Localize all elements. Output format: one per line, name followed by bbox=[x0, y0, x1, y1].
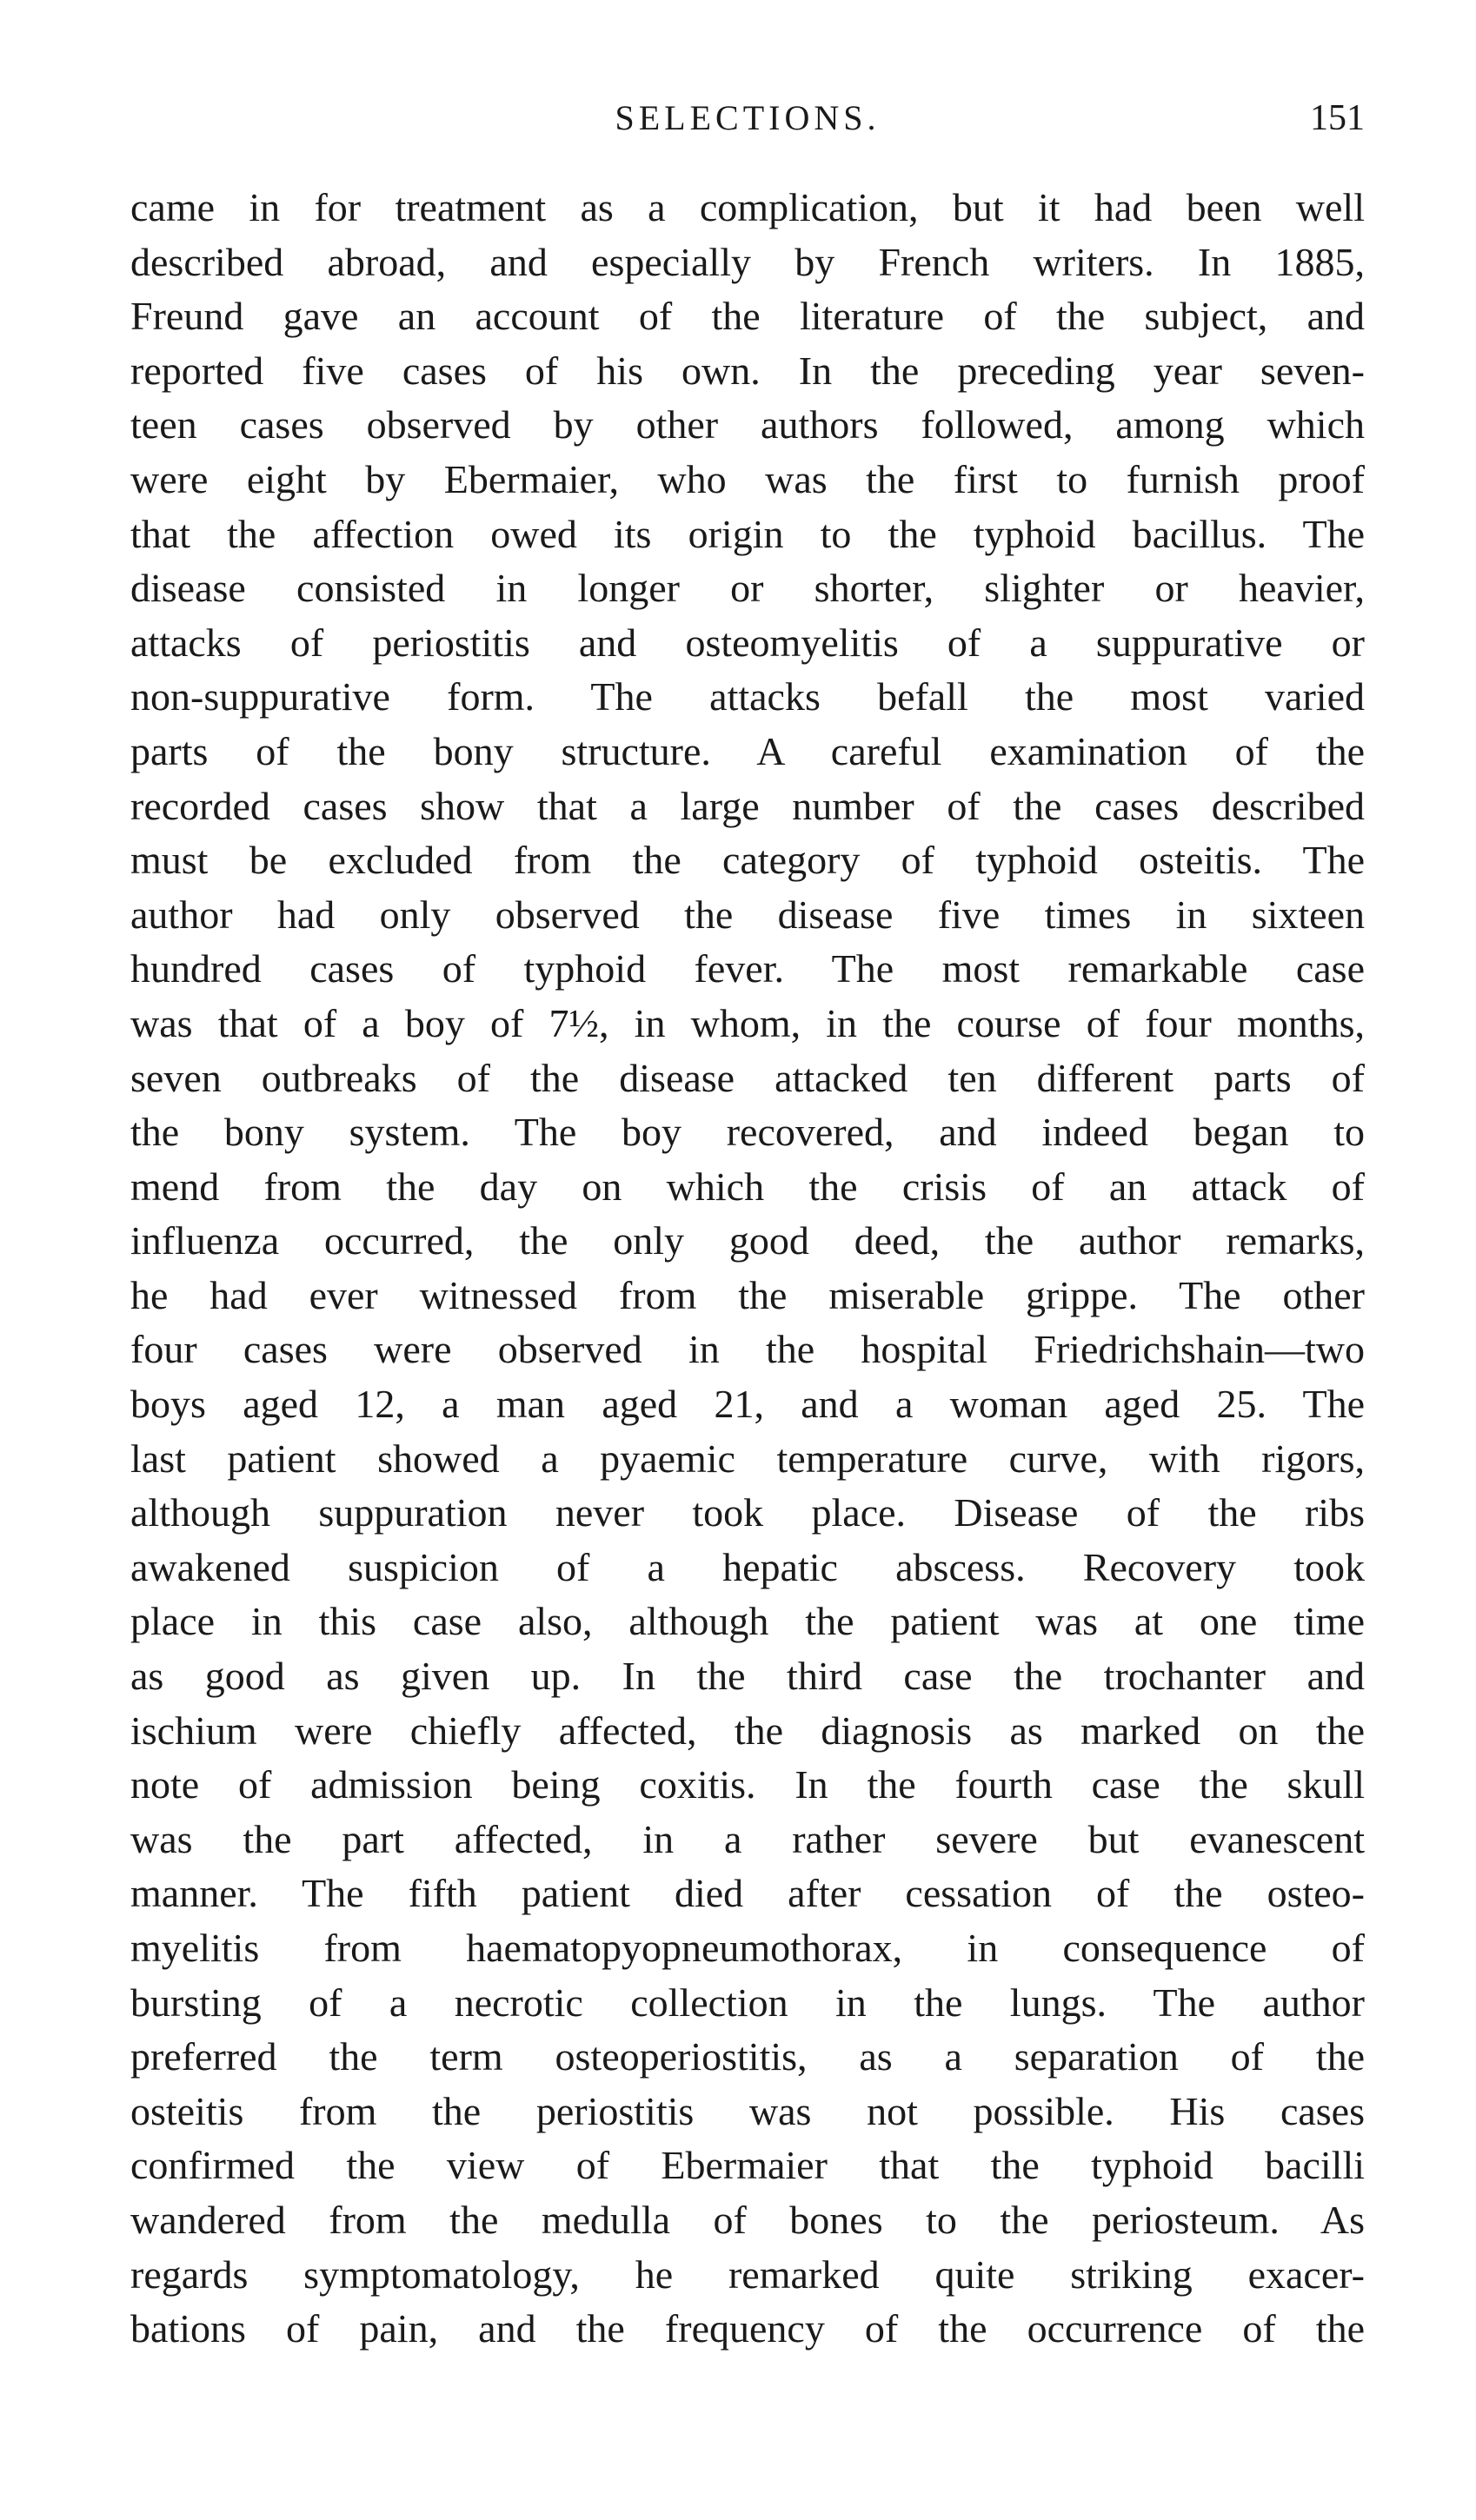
text-line: parts of the bony structure. A careful examination of the bbox=[130, 728, 1365, 773]
text-line: wandered from the medulla of bones to the periosteum. As bbox=[130, 2197, 1365, 2242]
text-line: seven outbreaks of the disease attacked ten different parts of bbox=[130, 1055, 1365, 1100]
text-line: four cases were observed in the hospital Friedrichshain—two bbox=[130, 1327, 1365, 1372]
text-line: described abroad, and especially by French writers. In 1885, bbox=[130, 239, 1365, 284]
text-line: recorded cases show that a large number of the cases described bbox=[130, 783, 1365, 828]
body-paragraph bbox=[130, 181, 1365, 2357]
page-number: 151 bbox=[1310, 98, 1365, 138]
text-line: teen cases observed by other authors followed, among which bbox=[130, 402, 1365, 448]
text-line: last patient showed a pyaemic temperature curve, with rigors, bbox=[130, 1436, 1365, 1481]
text-line: ischium were chiefly affected, the diagnosis as marked on the bbox=[130, 1708, 1365, 1753]
text-line: author had only observed the disease five times in sixteen bbox=[130, 892, 1365, 937]
book-page bbox=[130, 97, 1365, 2357]
text-line: boys aged 12, a man aged 21, and a woman aged 25. The bbox=[130, 1382, 1365, 1427]
text-line: must be excluded from the category of typhoid osteitis. The bbox=[130, 838, 1365, 883]
text-line: that the affection owed its origin to the typhoid bacillus. The bbox=[130, 511, 1365, 556]
text-line: Freund gave an account of the literature of the subject, and bbox=[130, 294, 1365, 339]
text-line: place in this case also, although the patient was at one time bbox=[130, 1599, 1365, 1644]
text-line: reported five cases of his own. In the preceding year seven- bbox=[130, 348, 1365, 393]
text-line: preferred the term osteoperiostitis, as a separation of the bbox=[130, 2034, 1365, 2079]
text-line: awakened suspicion of a hepatic abscess. Recovery took bbox=[130, 1544, 1365, 1589]
text-line: was that of a boy of 7½, in whom, in the course of four months, bbox=[130, 1000, 1365, 1045]
text-line: were eight by Ebermaier, who was the first to furnish proof bbox=[130, 456, 1365, 501]
text-line: disease consisted in longer or shorter, slighter or heavier, bbox=[130, 566, 1365, 611]
text-line: bations of pain, and the frequency of the occurrence of the bbox=[130, 2306, 1365, 2351]
text-line: the bony system. The boy recovered, and indeed began to bbox=[130, 1110, 1365, 1155]
text-line: mend from the day on which the crisis of an attack of bbox=[130, 1164, 1365, 1209]
text-line: non-suppurative form. The attacks befall the most varied bbox=[130, 674, 1365, 720]
text-line: myelitis from haematopyopneumothorax, in consequence of bbox=[130, 1926, 1365, 1970]
text-line: he had ever witnessed from the miserable grippe. The other bbox=[130, 1272, 1365, 1317]
text-line: hundred cases of typhoid fever. The most remarkable case bbox=[130, 946, 1365, 991]
text-line: influenza occurred, the only good deed, the author remarks, bbox=[130, 1218, 1365, 1263]
text-line: attacks of periostitis and osteomyelitis of a suppurative or bbox=[130, 620, 1365, 665]
text-line: came in for treatment as a complication, but it had been well bbox=[130, 185, 1365, 229]
text-line: note of admission being coxitis. In the fourth case the skull bbox=[130, 1762, 1365, 1807]
text-line: as good as given up. In the third case the trochanter and bbox=[130, 1654, 1365, 1699]
running-head bbox=[130, 97, 1365, 149]
text-line: regards symptomatology, he remarked quite striking exacer- bbox=[130, 2251, 1365, 2297]
text-line: osteitis from the periostitis was not possible. His cases bbox=[130, 2088, 1365, 2133]
text-line: although suppuration never took place. Disease of the ribs bbox=[130, 1490, 1365, 1535]
running-title: SELECTIONS. bbox=[615, 98, 881, 137]
text-line: bursting of a necrotic collection in the lungs. The author bbox=[130, 1980, 1365, 2025]
text-line: was the part affected, in a rather severe but evanescent bbox=[130, 1816, 1365, 1861]
text-line: confirmed the view of Ebermaier that the typhoid bacilli bbox=[130, 2143, 1365, 2188]
text-line: manner. The fifth patient died after cessation of the osteo- bbox=[130, 1871, 1365, 1916]
